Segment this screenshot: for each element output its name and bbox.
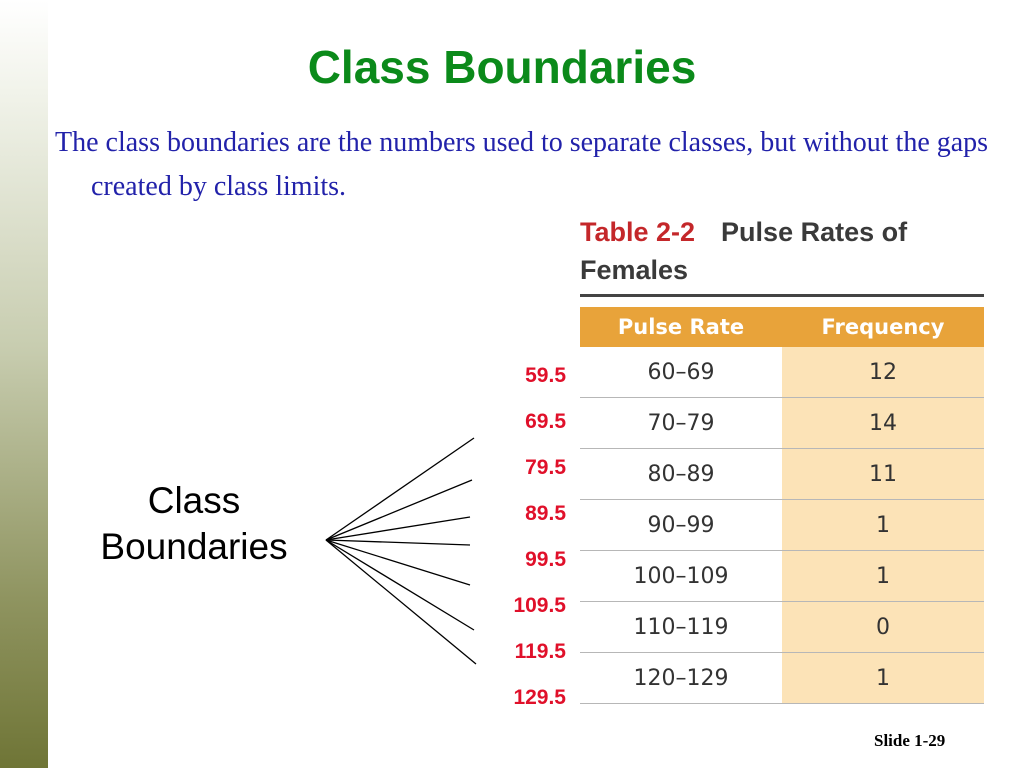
- boundary-value: 119.5: [514, 640, 566, 663]
- boundary-value: 89.5: [525, 502, 566, 525]
- pulse-rate-cell: 60–69: [580, 347, 782, 398]
- pulse-rate-cell: 100–109: [580, 551, 782, 602]
- pulse-rate-cell: 110–119: [580, 602, 782, 653]
- pulse-rate-cell: 120–129: [580, 653, 782, 704]
- frequency-cell: 11: [782, 449, 984, 500]
- label-line-2: Boundaries: [100, 526, 288, 567]
- pointer-line: [326, 540, 470, 545]
- boundary-value: 59.5: [525, 364, 566, 387]
- boundary-value: 79.5: [525, 456, 566, 479]
- boundary-value: 99.5: [525, 548, 566, 571]
- frequency-cell: 1: [782, 653, 984, 704]
- frequency-cell: 1: [782, 551, 984, 602]
- header-pulse-rate: Pulse Rate: [580, 307, 782, 347]
- frequency-cell: 12: [782, 347, 984, 398]
- frequency-cell: 1: [782, 500, 984, 551]
- boundary-value: 109.5: [513, 594, 566, 617]
- pulse-rate-cell: 90–99: [580, 500, 782, 551]
- pulse-rate-cell: 80–89: [580, 449, 782, 500]
- pointer-line: [326, 540, 476, 664]
- table-caption: Pulse Rates of Females: [580, 217, 908, 285]
- header-frequency: Frequency: [782, 307, 984, 347]
- slide-number: Slide 1-29: [874, 731, 946, 750]
- frequency-cell: 14: [782, 398, 984, 449]
- boundary-value: 129.5: [513, 686, 566, 709]
- table-number: Table 2-2: [580, 217, 696, 247]
- label-line-1: Class: [147, 480, 241, 521]
- pointer-line: [326, 517, 470, 540]
- slide-body-text: The class boundaries are the numbers used to separate classes, but without the gaps created by class limits.: [55, 127, 989, 202]
- pulse-rate-cell: 70–79: [580, 398, 782, 449]
- frequency-cell: 0: [782, 602, 984, 653]
- slide-title: Class Boundaries: [307, 41, 697, 93]
- pointer-line: [326, 540, 470, 585]
- boundary-value: 69.5: [525, 410, 566, 433]
- pointer-line: [326, 540, 474, 630]
